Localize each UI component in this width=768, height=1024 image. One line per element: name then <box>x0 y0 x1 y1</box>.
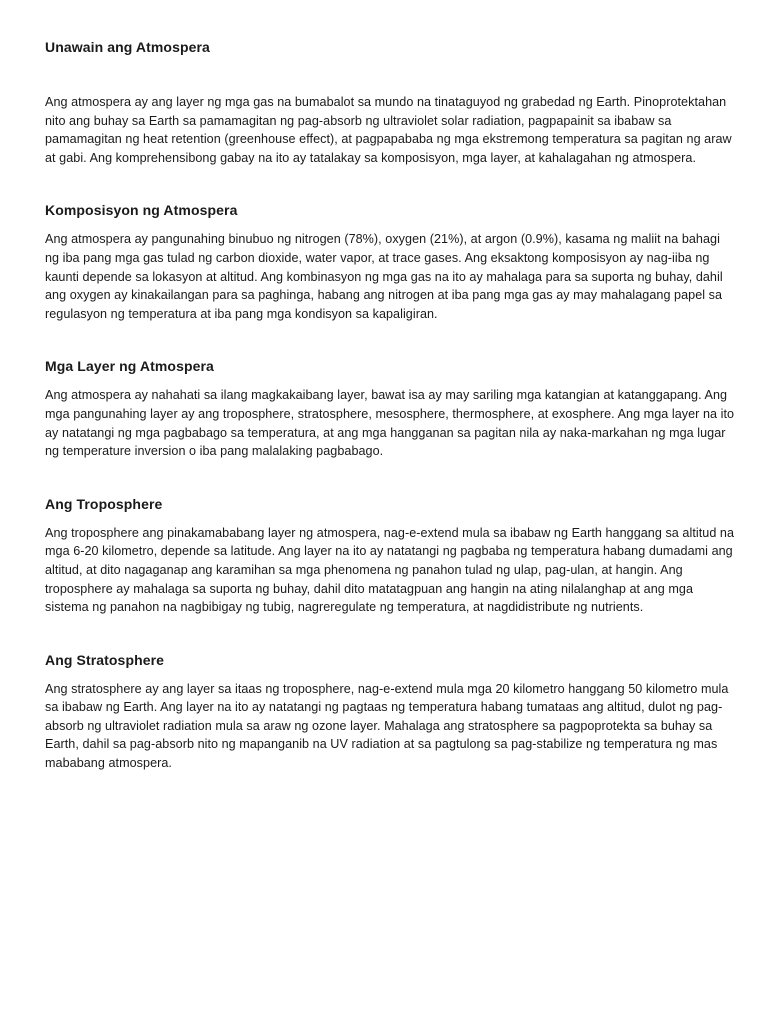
section-paragraph: Ang stratosphere ay ang layer sa itaas ng troposphere, nag-e-extend mula mga 20 kilometro hanggang 50 kilometro mula sa ibabaw ng Earth. Ang layer na ito ay natatangi ng pagtaas ng temperatura habang tumataas ang altitud, dulot ng pag-absorb ng ultraviolet radiation mula sa araw ng ozone layer. Mahalaga ang stratosphere sa pagpoprotekta sa buhay sa Earth, dahil sa pag-absorb nito ng mapanganib na UV radiation at sa pagtulong sa pag-stabilize ng temperatura ng mas mababang atmospera. <box>45 681 729 771</box>
section-layers <box>45 356 735 460</box>
section-paragraph: Ang atmospera ay pangunahing binubuo ng nitrogen (78%), oxygen (21%), at argon (0.9%), kasama ng maliit na bahagi ng iba pang mga gas tulad ng carbon dioxide, water vapor, at trace gases. Ang eksaktong komposisyon ay nag-iiba ng kaunti depende sa lokasyon at altitud. Ang kombinasyon ng mga gas na ito ay mahalaga para sa suporta ng buhay, dahil ang oxygen ay kinakailangan para sa paghinga, habang ang nitrogen at iba pang mga gas ay may mahalagang papel sa regulasyon ng temperatura at iba pang mga kondisyon sa kapaligiran. <box>45 232 723 321</box>
section-troposphere <box>45 494 735 617</box>
section-heading: Komposisyon ng Atmospera <box>45 202 238 219</box>
document-title: Unawain ang Atmospera <box>45 39 210 55</box>
section-heading: Ang Stratosphere <box>45 651 165 668</box>
section-stratosphere <box>45 650 735 773</box>
intro-section <box>45 93 735 167</box>
section-heading: Mga Layer ng Atmospera <box>45 358 214 375</box>
intro-paragraph: Ang atmospera ay ang layer ng mga gas na bumabalot sa mundo na tinataguyod ng grabedad ng Earth. Pinoprotektahan nito ang buhay sa Earth sa pamamagitan ng pag-absorb ng ultraviolet solar radiation, pagpapainit sa ibabaw sa pamamagitan ng heat retention (greenhouse effect), at pagpapababa ng mga ekstremong temperatura sa pagitan ng araw at gabi. Ang komprehensibong gabay na ito ay tatalakay sa komposisyon, mga layer, at kahalagahan ng atmospera. <box>45 95 732 165</box>
section-paragraph: Ang atmospera ay nahahati sa ilang magkakaibang layer, bawat isa ay may sariling mga katangian at katanggapang. Ang mga pangunahing layer ay ang troposphere, stratosphere, mesosphere, thermosphere, at exosphere. Ang mga layer na ito ay natatangi ng mga pagbabago sa temperatura, at ang mga hangganan sa pagitan nila ay naka-markahan ng mga lugar ng temperature inversion o iba pang malalaking pagbabago. <box>45 388 735 459</box>
section-paragraph: Ang troposphere ang pinakamababang layer ng atmospera, nag-e-extend mula sa ibabaw ng Earth hanggang sa altitud na mga 6-20 kilometro, depende sa latitude. Ang layer na ito ay natatangi ng pagbaba ng temperatura habang dumadami ang altitud, at dito nagaganap ang karamihan sa mga phenomena ng panahon tulad ng ulap, pag-ulan, at hangin. Ang troposphere ay mahalaga sa suporta ng buhay, dahil dito matatagpuan ang hangin na ating nilalanghap at ang mga sistema ng panahon na nagbibigay ng tubig, nagreregulate ng temperatura, at nagdidistribute ng nutrients. <box>45 525 735 615</box>
section-composition <box>45 200 735 323</box>
document-page <box>45 37 735 773</box>
section-heading: Ang Troposphere <box>45 495 163 512</box>
